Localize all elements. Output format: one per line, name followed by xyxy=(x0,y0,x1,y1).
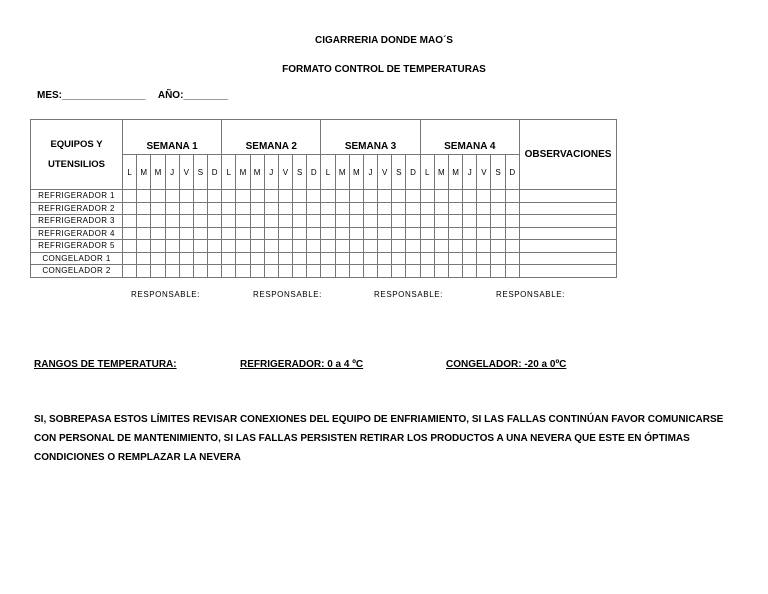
temperature-cell[interactable] xyxy=(208,240,222,253)
temperature-cell[interactable] xyxy=(250,190,264,203)
observation-cell[interactable] xyxy=(520,227,617,240)
table-row xyxy=(31,240,617,253)
temperature-cell[interactable] xyxy=(477,190,491,203)
month-year-line xyxy=(37,90,238,101)
temperature-cell[interactable] xyxy=(491,240,505,253)
day-header: J xyxy=(165,155,179,190)
temperature-cell[interactable] xyxy=(236,202,250,215)
day-header: V xyxy=(378,155,392,190)
day-header: M xyxy=(250,155,264,190)
temperature-cell[interactable] xyxy=(378,215,392,228)
temperature-cell[interactable] xyxy=(349,252,363,265)
day-header: M xyxy=(448,155,462,190)
temperature-cell[interactable] xyxy=(420,252,434,265)
temperature-cell[interactable] xyxy=(293,265,307,278)
temperature-cell[interactable] xyxy=(406,227,420,240)
day-header: D xyxy=(505,155,519,190)
temperature-cell[interactable] xyxy=(250,215,264,228)
temperature-cell[interactable] xyxy=(278,227,292,240)
temperature-cell[interactable] xyxy=(307,240,321,253)
temperature-cell[interactable] xyxy=(208,265,222,278)
temperature-cell[interactable] xyxy=(137,240,151,253)
temperature-cell[interactable] xyxy=(363,202,377,215)
day-header: S xyxy=(293,155,307,190)
temperature-cell[interactable] xyxy=(420,227,434,240)
temperature-cell[interactable] xyxy=(264,215,278,228)
document-title: CIGARRERIA DONDE MAO´S xyxy=(315,35,453,46)
temperature-cell[interactable] xyxy=(463,265,477,278)
temperature-cell[interactable] xyxy=(123,190,137,203)
temperature-cell[interactable] xyxy=(392,215,406,228)
observations-header: OBSERVACIONES xyxy=(520,120,617,190)
temperature-cell[interactable] xyxy=(321,202,335,215)
temperature-cell[interactable] xyxy=(293,240,307,253)
observation-cell[interactable] xyxy=(520,190,617,203)
temperature-cell[interactable] xyxy=(222,265,236,278)
temperature-cell[interactable] xyxy=(307,252,321,265)
table-row xyxy=(31,227,617,240)
equipment-label: REFRIGERADOR 2 xyxy=(31,202,123,215)
temperature-cell[interactable] xyxy=(307,227,321,240)
day-header: M xyxy=(236,155,250,190)
temperature-cell[interactable] xyxy=(505,202,519,215)
temperature-cell[interactable] xyxy=(236,252,250,265)
temperature-cell[interactable] xyxy=(477,215,491,228)
temperature-cell[interactable] xyxy=(491,265,505,278)
day-header: J xyxy=(363,155,377,190)
day-header: L xyxy=(222,155,236,190)
day-header: D xyxy=(208,155,222,190)
temperature-cell[interactable] xyxy=(420,202,434,215)
temperature-cell[interactable] xyxy=(264,265,278,278)
temperature-cell[interactable] xyxy=(278,202,292,215)
temperature-cell[interactable] xyxy=(179,265,193,278)
month-field[interactable]: MES:_______________ xyxy=(37,90,146,101)
observation-cell[interactable] xyxy=(520,252,617,265)
temperature-cell[interactable] xyxy=(222,227,236,240)
day-header: D xyxy=(307,155,321,190)
temperature-cell[interactable] xyxy=(321,252,335,265)
temperature-cell[interactable] xyxy=(392,202,406,215)
temperature-cell[interactable] xyxy=(236,265,250,278)
temperature-cell[interactable] xyxy=(123,240,137,253)
temperature-cell[interactable] xyxy=(151,202,165,215)
temperature-cell[interactable] xyxy=(463,252,477,265)
temperature-cell[interactable] xyxy=(222,240,236,253)
temperature-cell[interactable] xyxy=(434,265,448,278)
temperature-cell[interactable] xyxy=(179,240,193,253)
temperature-cell[interactable] xyxy=(165,252,179,265)
temperature-cell[interactable] xyxy=(193,240,207,253)
temperature-cell[interactable] xyxy=(477,252,491,265)
temperature-cell[interactable] xyxy=(193,252,207,265)
temperature-cell[interactable] xyxy=(349,202,363,215)
temperature-cell[interactable] xyxy=(236,227,250,240)
temperature-cell[interactable] xyxy=(151,190,165,203)
day-header: D xyxy=(406,155,420,190)
temperature-cell[interactable] xyxy=(477,265,491,278)
temperature-cell[interactable] xyxy=(250,202,264,215)
temperature-cell[interactable] xyxy=(222,190,236,203)
temperature-cell[interactable] xyxy=(335,227,349,240)
temperature-cell[interactable] xyxy=(406,190,420,203)
temperature-cell[interactable] xyxy=(179,227,193,240)
temperature-cell[interactable] xyxy=(392,227,406,240)
temperature-cell[interactable] xyxy=(264,252,278,265)
observation-cell[interactable] xyxy=(520,265,617,278)
temperature-cell[interactable] xyxy=(123,227,137,240)
temperature-cell[interactable] xyxy=(151,227,165,240)
temperature-cell[interactable] xyxy=(250,227,264,240)
temperature-cell[interactable] xyxy=(222,252,236,265)
week-header: SEMANA 4 xyxy=(420,120,519,155)
temperature-cell[interactable] xyxy=(505,215,519,228)
temperature-cell[interactable] xyxy=(491,215,505,228)
temperature-cell[interactable] xyxy=(392,240,406,253)
temperature-cell[interactable] xyxy=(434,227,448,240)
temperature-cell[interactable] xyxy=(378,265,392,278)
temperature-cell[interactable] xyxy=(378,252,392,265)
temperature-cell[interactable] xyxy=(321,215,335,228)
temperature-cell[interactable] xyxy=(321,240,335,253)
table-row xyxy=(31,202,617,215)
temperature-cell[interactable] xyxy=(321,227,335,240)
temperature-cell[interactable] xyxy=(151,215,165,228)
temperature-cell[interactable] xyxy=(406,265,420,278)
temperature-cell[interactable] xyxy=(208,227,222,240)
temperature-cell[interactable] xyxy=(137,202,151,215)
observation-cell[interactable] xyxy=(520,202,617,215)
temperature-cell[interactable] xyxy=(434,215,448,228)
temperature-cell[interactable] xyxy=(448,252,462,265)
day-header: V xyxy=(179,155,193,190)
temperature-cell[interactable] xyxy=(236,215,250,228)
day-header: V xyxy=(477,155,491,190)
temperature-cell[interactable] xyxy=(151,252,165,265)
temperature-cell[interactable] xyxy=(491,190,505,203)
temperature-cell[interactable] xyxy=(406,202,420,215)
temperature-cell[interactable] xyxy=(406,252,420,265)
day-header: M xyxy=(137,155,151,190)
temperature-cell[interactable] xyxy=(363,240,377,253)
temperature-cell[interactable] xyxy=(363,215,377,228)
temperature-cell[interactable] xyxy=(151,265,165,278)
temperature-cell[interactable] xyxy=(165,265,179,278)
temperature-cell[interactable] xyxy=(307,190,321,203)
temperature-cell[interactable] xyxy=(363,252,377,265)
temperature-cell[interactable] xyxy=(420,190,434,203)
temperature-cell[interactable] xyxy=(477,202,491,215)
temperature-cell[interactable] xyxy=(165,227,179,240)
day-header: M xyxy=(335,155,349,190)
responsable-label: RESPONSABLE: xyxy=(253,290,323,299)
temperature-cell[interactable] xyxy=(505,265,519,278)
temperature-cell[interactable] xyxy=(321,265,335,278)
temperature-cell[interactable] xyxy=(123,202,137,215)
temperature-cell[interactable] xyxy=(335,202,349,215)
responsable-label: RESPONSABLE: xyxy=(496,290,566,299)
temperature-cell[interactable] xyxy=(278,252,292,265)
temperature-cell[interactable] xyxy=(307,202,321,215)
temperature-cell[interactable] xyxy=(335,215,349,228)
temperature-cell[interactable] xyxy=(406,240,420,253)
temperature-cell[interactable] xyxy=(179,215,193,228)
temperature-cell[interactable] xyxy=(491,252,505,265)
temperature-cell[interactable] xyxy=(477,240,491,253)
temperature-cell[interactable] xyxy=(505,190,519,203)
temperature-cell[interactable] xyxy=(463,227,477,240)
temperature-cell[interactable] xyxy=(137,252,151,265)
equipment-label: REFRIGERADOR 5 xyxy=(31,240,123,253)
day-header: V xyxy=(278,155,292,190)
equipment-label: CONGELADOR 1 xyxy=(31,252,123,265)
temperature-cell[interactable] xyxy=(406,215,420,228)
temperature-cell[interactable] xyxy=(193,227,207,240)
temperature-cell[interactable] xyxy=(208,252,222,265)
temperature-cell[interactable] xyxy=(335,190,349,203)
temperature-cell[interactable] xyxy=(307,215,321,228)
temperature-cell[interactable] xyxy=(250,240,264,253)
temperature-cell[interactable] xyxy=(293,215,307,228)
temperature-cell[interactable] xyxy=(363,227,377,240)
day-header: M xyxy=(349,155,363,190)
temperature-cell[interactable] xyxy=(448,265,462,278)
temperature-cell[interactable] xyxy=(420,240,434,253)
year-field[interactable]: AÑO:________ xyxy=(157,90,228,101)
table-row xyxy=(31,252,617,265)
temperature-cell[interactable] xyxy=(491,227,505,240)
equipment-label: REFRIGERADOR 4 xyxy=(31,227,123,240)
temperature-cell[interactable] xyxy=(349,227,363,240)
temperature-cell[interactable] xyxy=(363,190,377,203)
temperature-cell[interactable] xyxy=(378,202,392,215)
temperature-cell[interactable] xyxy=(278,240,292,253)
temperature-cell[interactable] xyxy=(293,227,307,240)
temperature-cell[interactable] xyxy=(264,227,278,240)
temperature-cell[interactable] xyxy=(448,202,462,215)
temperature-cell[interactable] xyxy=(250,265,264,278)
day-header: J xyxy=(463,155,477,190)
temperature-cell[interactable] xyxy=(321,190,335,203)
temperature-cell[interactable] xyxy=(420,265,434,278)
temperature-cell[interactable] xyxy=(137,190,151,203)
temperature-cell[interactable] xyxy=(208,202,222,215)
equipment-label: REFRIGERADOR 1 xyxy=(31,190,123,203)
temperature-cell[interactable] xyxy=(264,190,278,203)
temperature-cell[interactable] xyxy=(222,215,236,228)
temperature-cell[interactable] xyxy=(349,265,363,278)
refrigerator-range: REFRIGERADOR: 0 a 4 ºC xyxy=(240,359,364,370)
table-body xyxy=(31,190,617,278)
temperature-cell[interactable] xyxy=(505,252,519,265)
responsable-label: RESPONSABLE: xyxy=(374,290,444,299)
temperature-cell[interactable] xyxy=(505,240,519,253)
temperature-cell[interactable] xyxy=(165,190,179,203)
temperature-cell[interactable] xyxy=(477,227,491,240)
temperature-cell[interactable] xyxy=(293,252,307,265)
temperature-cell[interactable] xyxy=(448,215,462,228)
observation-cell[interactable] xyxy=(520,240,617,253)
temperature-cell[interactable] xyxy=(448,227,462,240)
temperature-cell[interactable] xyxy=(123,215,137,228)
day-header: S xyxy=(491,155,505,190)
temperature-cell[interactable] xyxy=(335,252,349,265)
temperature-cell[interactable] xyxy=(335,265,349,278)
temperature-cell[interactable] xyxy=(505,227,519,240)
equipment-header: EQUIPOS Y UTENSILIOS xyxy=(31,120,123,190)
temperature-cell[interactable] xyxy=(378,190,392,203)
temperature-cell[interactable] xyxy=(137,215,151,228)
temperature-cell[interactable] xyxy=(448,240,462,253)
temperature-cell[interactable] xyxy=(307,265,321,278)
table-row xyxy=(31,190,617,203)
temperature-cell[interactable] xyxy=(193,190,207,203)
temperature-cell[interactable] xyxy=(137,265,151,278)
temperature-cell[interactable] xyxy=(434,240,448,253)
observation-cell[interactable] xyxy=(520,215,617,228)
temperature-cell[interactable] xyxy=(193,202,207,215)
temperature-cell[interactable] xyxy=(264,240,278,253)
day-header: L xyxy=(420,155,434,190)
week-header: SEMANA 1 xyxy=(123,120,222,155)
table-row xyxy=(31,265,617,278)
temperature-cell[interactable] xyxy=(278,215,292,228)
temperature-table xyxy=(30,119,617,278)
temperature-cell[interactable] xyxy=(363,265,377,278)
day-header: M xyxy=(151,155,165,190)
temperature-cell[interactable] xyxy=(293,202,307,215)
day-header: L xyxy=(321,155,335,190)
temperature-cell[interactable] xyxy=(448,190,462,203)
temperature-cell[interactable] xyxy=(434,190,448,203)
day-header: S xyxy=(392,155,406,190)
temperature-cell[interactable] xyxy=(392,252,406,265)
temperature-cell[interactable] xyxy=(434,202,448,215)
temperature-cell[interactable] xyxy=(123,252,137,265)
temperature-cell[interactable] xyxy=(236,190,250,203)
temperature-cell[interactable] xyxy=(335,240,349,253)
document-subtitle: FORMATO CONTROL DE TEMPERATURAS xyxy=(282,64,486,75)
temperature-cell[interactable] xyxy=(208,190,222,203)
temperature-cell[interactable] xyxy=(463,190,477,203)
temperature-cell[interactable] xyxy=(420,215,434,228)
temperature-cell[interactable] xyxy=(293,190,307,203)
equipment-label: REFRIGERADOR 3 xyxy=(31,215,123,228)
temperature-cell[interactable] xyxy=(179,202,193,215)
temperature-cell[interactable] xyxy=(222,202,236,215)
temperature-cell[interactable] xyxy=(165,215,179,228)
temperature-cell[interactable] xyxy=(236,240,250,253)
freezer-range: CONGELADOR: -20 a 0ºC xyxy=(446,359,567,370)
temperature-cell[interactable] xyxy=(264,202,278,215)
temperature-cell[interactable] xyxy=(278,265,292,278)
ranges-label: RANGOS DE TEMPERATURA: xyxy=(34,359,177,370)
day-header: L xyxy=(123,155,137,190)
temperature-cell[interactable] xyxy=(179,252,193,265)
day-header: S xyxy=(193,155,207,190)
temperature-cell[interactable] xyxy=(434,252,448,265)
temperature-cell[interactable] xyxy=(392,190,406,203)
week-header: SEMANA 3 xyxy=(321,120,420,155)
day-header: M xyxy=(434,155,448,190)
temperature-cell[interactable] xyxy=(208,215,222,228)
temperature-cell[interactable] xyxy=(193,215,207,228)
temperature-cell[interactable] xyxy=(349,215,363,228)
week-header: SEMANA 2 xyxy=(222,120,321,155)
temperature-cell[interactable] xyxy=(378,227,392,240)
temperature-cell[interactable] xyxy=(463,240,477,253)
temperature-cell[interactable] xyxy=(137,227,151,240)
temperature-cell[interactable] xyxy=(123,265,137,278)
temperature-cell[interactable] xyxy=(179,190,193,203)
temperature-cell[interactable] xyxy=(392,265,406,278)
temperature-cell[interactable] xyxy=(250,252,264,265)
temperature-cell[interactable] xyxy=(491,202,505,215)
temperature-cell[interactable] xyxy=(463,215,477,228)
temperature-cell[interactable] xyxy=(165,240,179,253)
table-row xyxy=(31,215,617,228)
equipment-label: CONGELADOR 2 xyxy=(31,265,123,278)
temperature-cell[interactable] xyxy=(278,190,292,203)
temperature-cell[interactable] xyxy=(463,202,477,215)
temperature-cell[interactable] xyxy=(378,240,392,253)
temperature-cell[interactable] xyxy=(165,202,179,215)
instructions-note: SI, SOBREPASA ESTOS LÍMITES REVISAR CONEXIONES DEL EQUIPO DE ENFRIAMIENTO, SI LAS FALLAS CONTINÚAN FAVOR COMUNICARSE CON PERSONAL DE MANTENIMIENTO, SI LAS FALLAS PERSISTEN RETIRAR LOS PRODUCTOS A UNA NEVERA QUE ESTE EN ÓPTIMAS CONDICIONES O REMPLAZAR LA NEVERA xyxy=(34,414,724,463)
temperature-cell[interactable] xyxy=(193,265,207,278)
day-header: J xyxy=(264,155,278,190)
responsable-label: RESPONSABLE: xyxy=(131,290,201,299)
temperature-cell[interactable] xyxy=(151,240,165,253)
temperature-cell[interactable] xyxy=(349,190,363,203)
temperature-cell[interactable] xyxy=(349,240,363,253)
